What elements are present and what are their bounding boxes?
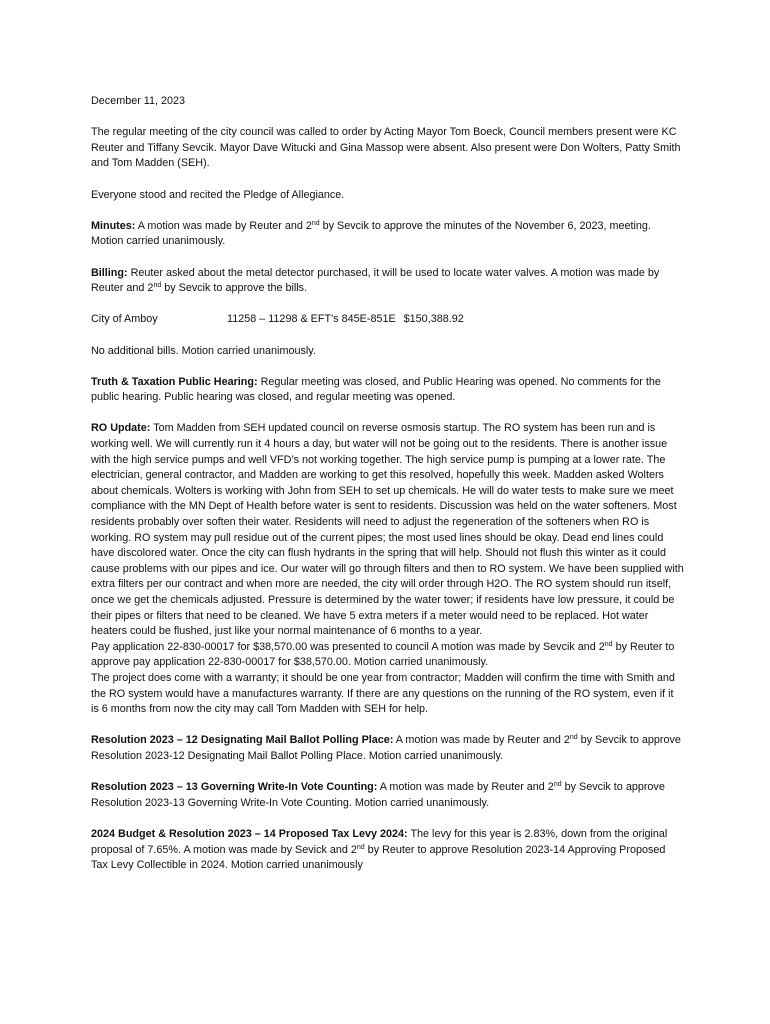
resolution-12-text-a: A motion was made by Reuter and 2	[393, 734, 570, 747]
meeting-date: December 11, 2023	[91, 95, 186, 107]
resolution-13-sup: nd	[553, 781, 562, 789]
billing-text-b: by Sevcik to approve the bills.	[161, 282, 308, 295]
billing-sup: nd	[153, 282, 162, 290]
budget-section	[91, 827, 684, 874]
minutes-section	[91, 219, 684, 250]
pledge-paragraph: Everyone stood and recited the Pledge of Allegiance.	[91, 188, 345, 201]
bill-line	[91, 312, 684, 328]
truth-taxation-heading: Truth & Taxation Public Hearing:	[91, 375, 258, 388]
pay-text-a: Pay application 22-830-00017 for $38,570.00 was presented to council A motion was made by Sevcik and 2	[91, 640, 605, 653]
ro-update-heading: RO Update:	[91, 422, 151, 435]
intro-paragraph: The regular meeting of the city council was called to order by Acting Mayor Tom Boeck, Council members present were KC Reuter and Tiffany Sevcik. Mayor Dave Witucki and Gina Massop were absent. Also present were Don Wolters, Patty Smith and Tom Madden (SEH).	[91, 126, 681, 170]
billing-heading: Billing:	[91, 266, 128, 279]
minutes-sup: nd	[311, 219, 320, 227]
budget-sup: nd	[356, 843, 365, 851]
pay-text-b: by Reuter to approve pay application 22-830-00017 for $38,570.00. Motion carried unanimously.	[91, 640, 675, 669]
budget-text-b: by Reuter to approve Resolution 2023-14 Approving Proposed Tax Levy Collectible in 2024. Motion carried unanimously	[91, 843, 666, 872]
budget-text-a: The levy for this year is 2.83%, down from the original proposal of 7.65%. A motion was made by Sevick and 2	[91, 827, 668, 856]
budget-heading: 2024 Budget & Resolution 2023 – 14 Proposed Tax Levy 2024:	[91, 827, 408, 840]
billing-section	[91, 266, 684, 297]
resolution-12-sup: nd	[569, 734, 578, 742]
bill-checks: 11258 – 11298 & EFT’s 845E-851E	[227, 313, 396, 326]
billing-text-a: Reuter asked about the metal detector purchased, it will be used to locate water valves. A motion was made by Reuter and 2	[91, 266, 660, 295]
resolution-12-text-b: by Sevcik to approve Resolution 2023-12 Designating Mail Ballot Polling Place. Motion carried unanimously.	[91, 734, 681, 762]
ro-update-text: Tom Madden from SEH updated council on reverse osmosis startup. The RO system has been run and is working well. We will currently run it 4 hours a day, but water will not be going out to the residents. There is another issue with the high service pumps and well VFD’s not working together. The high service pump is pumping at a lower rate. The electrician, general contractor, and Madden are working to get this resolved, hopefully this week. Madden asked Wolters about chemicals. Wolters is working with John from SEH to set up chemicals. He will do water tests to make sure we meet compliance with the MN Dept of Health before water is sent to residents. Discussion was held on the water softeners. Most residents probably over soften their water. Residents will need to adjust the regeneration of the softeners when RO is working. RO system may pull residue out of the current pipes; the most used lines should be okay. Dead end lines could have discolored water. Once the city can flush hydrants in the spring that will help. Should not flush this winter as it could cause problems with our pipes and ice. Our water will go through filters and then to RO system. We have been supplied with extra filters per our contract and when more are needed, the city will order through H2O. The RO system should run itself, once we get the chemicals adjusted. Pressure is determined by the water tower; if residents have low pressure, it could be their pipes or filters that need to be cleaned. We have 5 extra meters if a meter would need to be replaced. Hot water heaters could be flushed, just like your normal maintenance of 6 months to a year.	[91, 422, 684, 638]
no-additional-bills: No additional bills. Motion carried unanimously.	[91, 344, 316, 357]
minutes-text-b: by Sevcik to approve the minutes of the November 6, 2023, meeting. Motion carried unanimously.	[91, 219, 651, 248]
resolution-12-section	[91, 733, 684, 764]
pay-sup: nd	[604, 640, 613, 648]
minutes-heading: Minutes:	[91, 219, 136, 232]
resolution-13-text-a: A motion was made by Reuter and 2	[377, 781, 554, 794]
bill-amount: $150,388.92	[403, 313, 464, 326]
ro-update-section	[91, 421, 684, 639]
resolution-13-section	[91, 780, 684, 811]
minutes-text-a: A motion was made by Reuter and 2	[135, 219, 312, 232]
truth-taxation-text: Regular meeting was closed, and Public Hearing was opened. No comments for the public hearing. Public hearing was closed, and regular meeting was opened.	[91, 375, 661, 404]
truth-taxation-section	[91, 375, 684, 406]
pay-application	[91, 640, 684, 671]
resolution-12-heading: Resolution 2023 – 12 Designating Mail Ballot Polling Place:	[91, 734, 394, 747]
bill-entity: City of Amboy	[91, 313, 158, 326]
resolution-13-text-b: by Sevcik to approve Resolution 2023-13 Governing Write-In Vote Counting. Motion carried unanimously.	[91, 781, 665, 809]
resolution-13-heading: Resolution 2023 – 13 Governing Write-In Vote Counting:	[91, 781, 378, 794]
warranty-paragraph: The project does come with a warranty; it should be one year from contractor; Madden will confirm the time with Smith and the RO system would have a manufactures warranty. If there are any questions on the running of the RO system, even if it is 6 months from now the city may call Tom Madden with SEH for help.	[91, 671, 675, 716]
